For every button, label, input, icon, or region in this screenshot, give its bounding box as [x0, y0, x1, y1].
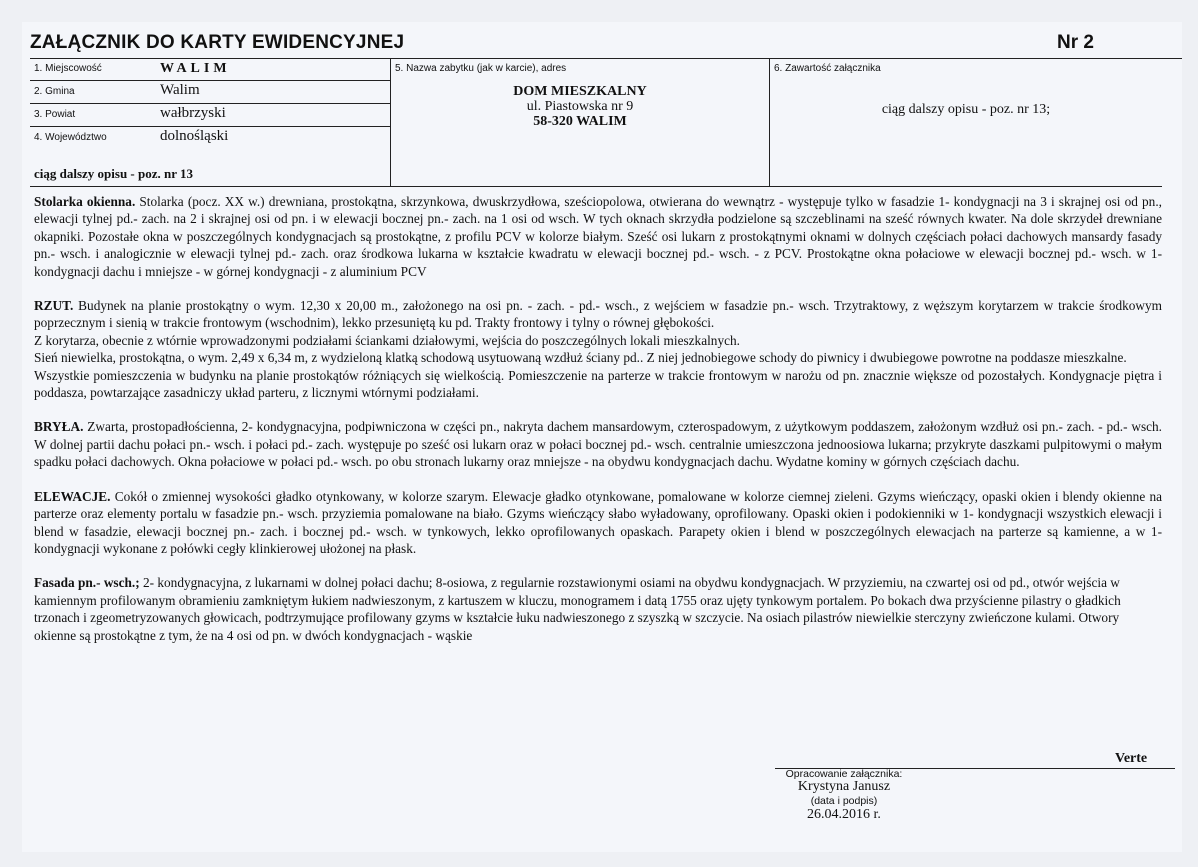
field-gmina: [30, 81, 390, 104]
field-label: 6. Zawartość załącznika: [774, 63, 881, 74]
field-powiat: [30, 104, 390, 127]
title-row: [30, 30, 1182, 59]
monument-address: [391, 84, 769, 129]
field-wojewodztwo: [30, 127, 390, 149]
attachment-number: Nr 2: [1057, 32, 1094, 53]
section-paragraph: [34, 488, 1162, 558]
section-text: 2- kondygnacyjna, z lukarnami w dolnej połaci dachu; 8-osiowa, z regularnie rozstawionymi osiami na obydwu kondygnacjach. W przyziemiu, na czwartej osi od pd., otwór wejścia w kamiennym profilowanym obramieniu zamkniętym łukiem nadwieszonym, z kartuszem w kluczu, monogramem i datą 1755 oraz ujęty tynkowym portalem. Po bokach dwa przyścienne pilastry o gładkich trzonach i zgeometryzowanych głowicach, podtrzymujące profilowany gzyms w kształcie łuku nadwieszonego z szyszką w szczycie. Na osiach pilastrów niewielkie sterczyny zwieńczone kulami. Otwory okienne są prostokątne z tym, że na 4 osi od pn. w dwóch kondygnacjach - wąskie: [34, 575, 1121, 643]
field-miejscowosc: [30, 58, 390, 81]
header-table: [30, 58, 1162, 187]
section-heading: Stolarka okienna.: [34, 194, 136, 209]
field-value: wałbrzyski: [160, 105, 226, 121]
section-text: Stolarka (pocz. XX w.) drewniana, prostokątna, skrzynkowa, dwuskrzydłowa, sześciopolowa, otwierana do wewnątrz - występuje tylko w fasadzie 1- kondygnacji na 3 i skrajnej osi od pn., elewacji tylnej pd.- zach. na 2 i skrajnej osi od pn. i w elewacji bocznej pn.- zach. na 1 osi od wsch. W tych oknach skrzydła podzielone są szczeblinami na sześć równych kwater. Na dole skrzydeł drewniane okapniki. Pozostałe okna w poszczególnych kondygnacjach są prostokątne, z profilu PCV w kolorze białym. Sześć osi lukarn z prostokątnymi oknami w dolnych częściach połaci dachowych mansardy fasady pn.- wsch. i analogicznie w elewacji tylnej pd.- zach. oraz środkowa lukarna w kształcie kwadratu w elewacji bocznej pd.- wsch. - z PCV. Prostokątne okna połaciowe w elewacji bocznej pd.- wsch. w 1- kondygnacji dachu i mniejsze - w górnej kondygnacji - z aluminium PCV: [34, 194, 1162, 279]
postal-address: 58-320 WALIM: [533, 114, 627, 129]
field-label: 2. Gmina: [34, 86, 75, 97]
field-value: Walim: [160, 82, 200, 98]
prepared-date: 26.04.2016 r.: [807, 807, 881, 822]
field-label: 1. Miejscowość: [34, 63, 102, 74]
continuation-note: ciąg dalszy opisu - poz. nr 13: [34, 166, 194, 181]
field-value: dolnośląski: [160, 128, 229, 144]
section-text: Budynek na planie prostokątny o wym. 12,30 x 20,00 m., założonego na osi pn. - zach. - pd.- wsch., z wejściem w fasadzie pn.- wsch. Trzytraktowy, z węższym korytarzem w trakcie środkowym poprzecznym i sienią w trakcie frontowym (wschodnim), lekko przesuniętą ku pd. Trakty frontowy i tylny o równej głębokości. Z korytarza, obecnie z wtórnie wprowadzonymi podziałami ściankami działowymi, wejścia do poszczególnych lokali mieszkalnych. Sień niewielka, prostokątna, o wym. 2,49 x 6,34 m, z wydzieloną klatką schodową usytuowaną wzdłuż ściany pd.. Z niej jednobiegowe schody do piwnicy i dwubiegowe powrotne na poddasze mieszkalne. Wszystkie pomieszczenia w budynku na planie prostokątów różniących się wielkością. Pomieszczenie na parterze w trakcie frontowym w narożu od pn. znacznie większe od pozostałych. Kondygnacje piętra i poddasza, powtarzające zasadniczy układ parteru, z licznymi wtórnymi podziałami.: [34, 298, 1162, 401]
author-name: Krystyna Janusz: [797, 779, 891, 794]
section-paragraph: [34, 193, 1162, 280]
monument-name: DOM MIESZKALNY: [513, 84, 647, 99]
field-label: 4. Województwo: [34, 132, 107, 143]
section-heading: ELEWACJE.: [34, 488, 111, 504]
section-text: Cokół o zmiennej wysokości gładko otynkowany, w kolorze szarym. Elewacje gładko otynkowane, pomalowane w kolorze ciemnej zieleni. Gzyms wieńczący, opaski okien i blendy okienne na parterze oraz elementy portalu w fasadzie pn.- wsch. przyziemia pomalowane na biało. Gzyms wieńczący słabo wyładowany, oprofilowany. Opaski okien i podokienniki w 1- kondygnacji wszystkich elewacji i blend w fasadzie, elewacji bocznej pn.- zach. i bocznej pd.- wsch. w tynkowych, lekko oprofilowanych opaskach. Parapety okien i blend w poszczególnych elewacjach na parterze są kamienne, a w 1- kondygnacji wykonane z połówki cegły klinkierowej ułożonej na płask.: [34, 488, 1162, 556]
section-paragraph: [34, 297, 1162, 401]
prepared-by-label: Opracowanie załącznika:: [785, 768, 903, 780]
field-value: WALIM: [160, 61, 231, 76]
field-label: 3. Powiat: [34, 109, 76, 120]
section-text: Zwarta, prostopadłościenna, 2- kondygnacyjna, podpiwniczona w części pn., nakryta dachem mansardowym, czterospadowym, z użytkowym poddaszem, założonym wzdłuż osi pn.- zach. - pd.- wsch. W dolnej partii dachu połaci pn.- wsch. i połaci pd.- zach. występuje po sześć osi lukarn oraz w połaci bocznej pd.- wsch. centralnie umieszczona jednoosiowa lukarna; przykryte daszkami pulpitowymi o małym spadku połaci dachowych. Okna połaciowe w połaci pd.- wsch. po obu stronach lukarny oraz mniejsze - na obydwu kondygnacjach dachu. Wydatne kominy w górnych częściach dachu.: [34, 419, 1162, 470]
monument-column: [391, 58, 770, 186]
field-label: 5. Nazwa zabytku (jak w karcie), adres: [395, 63, 567, 74]
verte-label: Verte: [1115, 751, 1148, 766]
signature-block: [762, 780, 926, 822]
contents-column: [770, 58, 1162, 186]
section-heading: RZUT.: [34, 298, 74, 314]
section-paragraph: [34, 418, 1162, 470]
document-title: ZAŁĄCZNIK DO KARTY EWIDENCYJNEJ: [30, 32, 405, 53]
section-paragraph: [34, 574, 1162, 644]
section-heading: BRYŁA.: [34, 419, 84, 435]
section-heading: Fasada pn.- wsch.;: [34, 575, 140, 591]
document-sheet: [22, 22, 1182, 852]
description-body: [34, 193, 1162, 644]
street-address: ul. Piastowska nr 9: [526, 99, 634, 114]
contents-value: ciąg dalszy opisu - poz. nr 13;: [881, 102, 1051, 117]
date-sign-label: (data i podpis): [810, 795, 878, 807]
